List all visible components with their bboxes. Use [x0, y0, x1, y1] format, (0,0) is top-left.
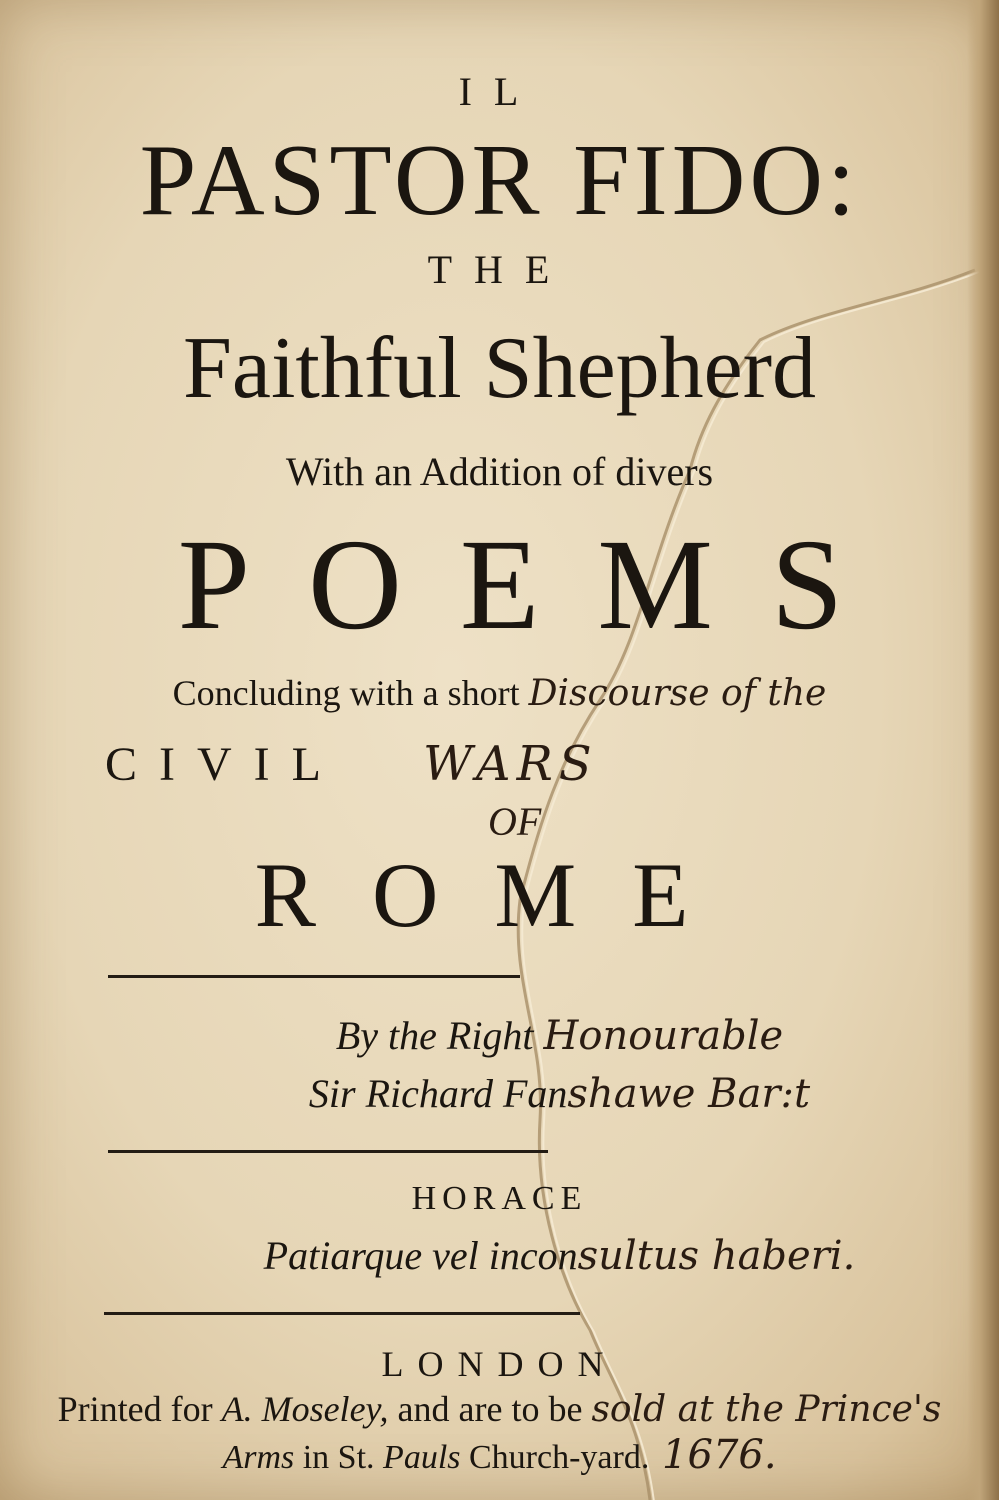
divider-rule-1 [108, 975, 520, 978]
horace-label: HORACE [411, 1180, 588, 1217]
title-il: IL [458, 69, 541, 114]
civil-wars-line [105, 736, 905, 792]
publisher-name: A. Moseley, [221, 1389, 389, 1429]
title-the: THE [427, 247, 572, 292]
rome-heading: ROME [254, 844, 745, 946]
divider-rule-3 [104, 1312, 580, 1315]
by-handwritten: Honourable [543, 1013, 784, 1059]
main-title: PASTOR FIDO: [139, 124, 860, 237]
year-handwritten: 1676. [649, 1432, 777, 1478]
motto-handwritten: sultus haberi. [577, 1233, 856, 1279]
pauls-word: Pauls [383, 1439, 461, 1476]
wars-handwritten: WARS [422, 736, 598, 792]
subtitle: Faithful Shepherd [182, 320, 816, 417]
printed-mid: and are to be [388, 1389, 592, 1429]
divider-rule-2 [108, 1150, 548, 1153]
addition-line: With an Addition of divers [285, 449, 714, 494]
printed-for: Printed for [57, 1389, 222, 1429]
author-line-1 [0, 1012, 999, 1059]
poems-heading: POEMS [177, 513, 902, 657]
sir-printed: Sir Richard Fan [308, 1071, 568, 1116]
arms-word: Arms [222, 1439, 295, 1476]
by-printed: By the Right [335, 1013, 544, 1058]
imprint-city: LONDON [381, 1344, 618, 1384]
church-yard: Church-yard. [460, 1439, 650, 1476]
motto-printed: Patiarque vel incon [263, 1233, 578, 1278]
motto-line [0, 1232, 999, 1279]
concluding-handwritten: Discourse of the [528, 673, 827, 714]
imprint-line-2 [0, 1432, 999, 1478]
civil-word: CIVIL [105, 738, 343, 791]
concluding-printed: Concluding with a short [172, 673, 529, 713]
of-handwritten: OF [488, 799, 542, 844]
imprint-line-1 [0, 1388, 999, 1430]
printed-handwritten: sold at the Prince's [591, 1389, 942, 1430]
arms-mid: in St. [294, 1439, 384, 1476]
sir-handwritten: shawe Bar:t [567, 1071, 811, 1117]
concluding-line [0, 672, 999, 714]
author-line-2 [0, 1070, 999, 1117]
